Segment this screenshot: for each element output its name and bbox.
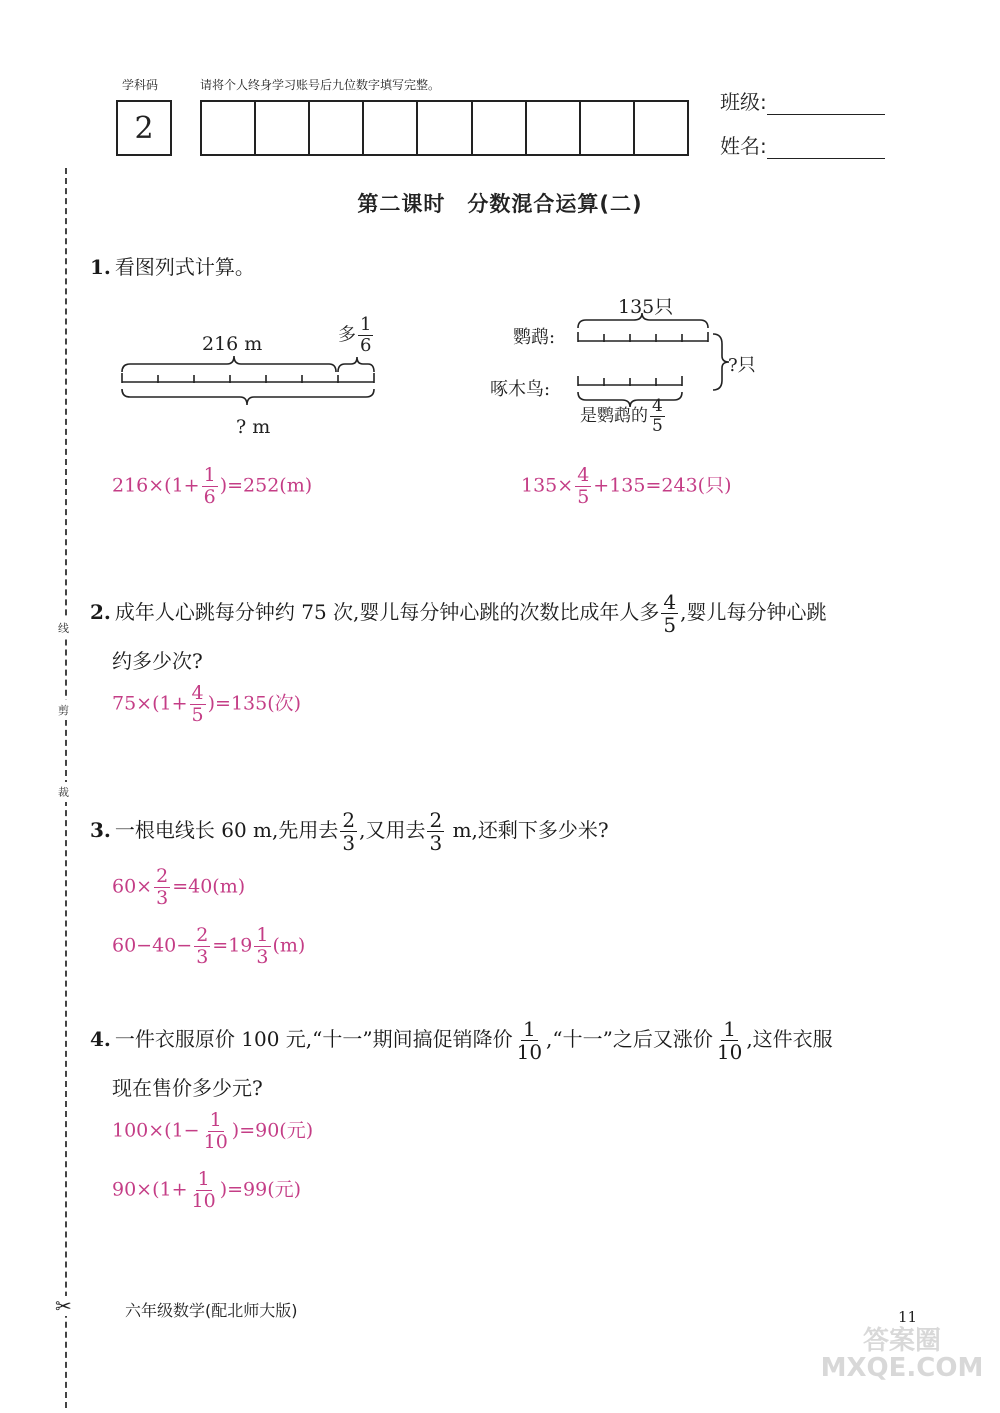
page-number: 11 [898, 1308, 918, 1326]
digit-box[interactable] [635, 102, 687, 154]
q1-right-row2-label: 啄木鸟: [490, 379, 551, 400]
digit-box[interactable] [202, 102, 256, 154]
q4-number: 4. [90, 1027, 111, 1051]
q4-frac1: $\frac{1}{10}$ [516, 1017, 543, 1064]
q3-frac1: $\frac{2}{3}$ [342, 808, 356, 855]
q1-right-frac: $\frac{4}{5}$ [652, 396, 663, 436]
digit-box[interactable] [364, 102, 418, 154]
q1-left-frac: $\frac{1}{6}$ [360, 314, 372, 356]
q3-number: 3. [90, 818, 111, 842]
subject-code-label: 学科码 [122, 78, 159, 92]
digit-box[interactable] [473, 102, 527, 154]
class-label: 班级: [720, 90, 767, 114]
cut-label-line: 线 [58, 618, 69, 638]
digit-box[interactable] [527, 102, 581, 154]
q1-number: 1. [90, 255, 111, 279]
q1-right-note-text: 是鹦鹉的 [580, 406, 648, 426]
name-blank[interactable] [767, 136, 885, 159]
brace-total [122, 389, 374, 405]
q2-prompt: 2. 成年人心跳每分钟约 75 次,婴儿每分钟心跳的次数比成年人多 $\frac{4}{5}$ ,婴儿每分钟心跳 [90, 590, 827, 637]
q3-answer-2: 60−40− $\frac{2}{3}$ =19 $\frac{1}{3}$ (m) [112, 924, 306, 968]
class-blank[interactable] [767, 92, 885, 115]
cut-label-cut: 剪 [58, 700, 69, 720]
brace-216m [122, 356, 336, 372]
brace-more [338, 357, 374, 372]
q4-prompt: 4. 一件衣服原价 100 元,“十一”期间搞促销降价 $\frac{1}{10}$ ,“十一”之后又涨价 $\frac{1}{10}$ ,这件衣服 [90, 1017, 833, 1064]
q2-answer: 75×(1+ $\frac{4}{5}$ )=135(次) [112, 682, 302, 726]
q2-number: 2. [90, 600, 111, 624]
q1-left-more-word: 多 [338, 324, 356, 346]
q3-frac2: $\frac{2}{3}$ [429, 808, 443, 855]
subject-code-box [116, 100, 172, 156]
q2-frac: $\frac{4}{5}$ [663, 590, 677, 637]
q2-prompt-line2: 约多少次? [112, 649, 203, 673]
subject-code-value: 2 [134, 110, 154, 146]
account-digit-boxes[interactable] [200, 100, 689, 156]
digit-box[interactable] [418, 102, 472, 154]
q1-right-row1-label: 鹦鹉: [513, 327, 556, 348]
q1-left-bottom-label: ? m [236, 416, 271, 438]
q4-answer-2: 90×(1+ $\frac{1}{10}$ )=99(元) [112, 1168, 302, 1212]
digit-box[interactable] [581, 102, 635, 154]
page-title: 第二课时 分数混合运算(二) [357, 192, 643, 216]
q4-prompt-line2: 现在售价多少元? [112, 1076, 263, 1100]
q1-right-note [580, 398, 667, 435]
q1-right-sum-label: ?只 [728, 355, 756, 376]
q3-prompt: 3. 一根电线长 60 m,先用去 $\frac{2}{3}$ ,又用去 $\frac{2}{3}$ m,还剩下多少米? [90, 808, 609, 855]
digit-box[interactable] [256, 102, 310, 154]
q3-answer-1: 60× $\frac{2}{3}$ =40(m) [112, 865, 246, 909]
q1-prompt [90, 251, 255, 280]
q4-answer-1: 100×(1− $\frac{1}{10}$ )=90(元) [112, 1109, 314, 1153]
brace-sum [713, 334, 729, 390]
digit-box[interactable] [310, 102, 364, 154]
cut-label-trim: 裁 [58, 782, 69, 802]
account-instruction: 请将个人终身学习账号后九位数字填写完整。 [200, 78, 441, 92]
scissors-icon: ✂ [55, 1294, 72, 1318]
q1-left-top-label: 216 m [202, 333, 263, 355]
q1-right-top-label: 135只 [618, 296, 674, 318]
q1-left-answer: 216×(1+ $\frac{1}{6}$ )=252(m) [112, 464, 313, 508]
watermark: 答案圈 MXQE.COM [820, 1326, 984, 1384]
footer-book-title: 六年级数学(配北师大版) [125, 1301, 298, 1320]
q1-left-diagram [110, 355, 390, 410]
name-label: 姓名: [720, 134, 767, 158]
q1-right-answer: 135× $\frac{4}{5}$ +135=243(只) [521, 464, 732, 508]
q1-left-more [338, 316, 375, 355]
class-field[interactable] [720, 86, 885, 115]
name-field[interactable] [720, 130, 885, 159]
q1-text: 看图列式计算。 [114, 255, 255, 279]
q4-frac2: $\frac{1}{10}$ [716, 1017, 743, 1064]
